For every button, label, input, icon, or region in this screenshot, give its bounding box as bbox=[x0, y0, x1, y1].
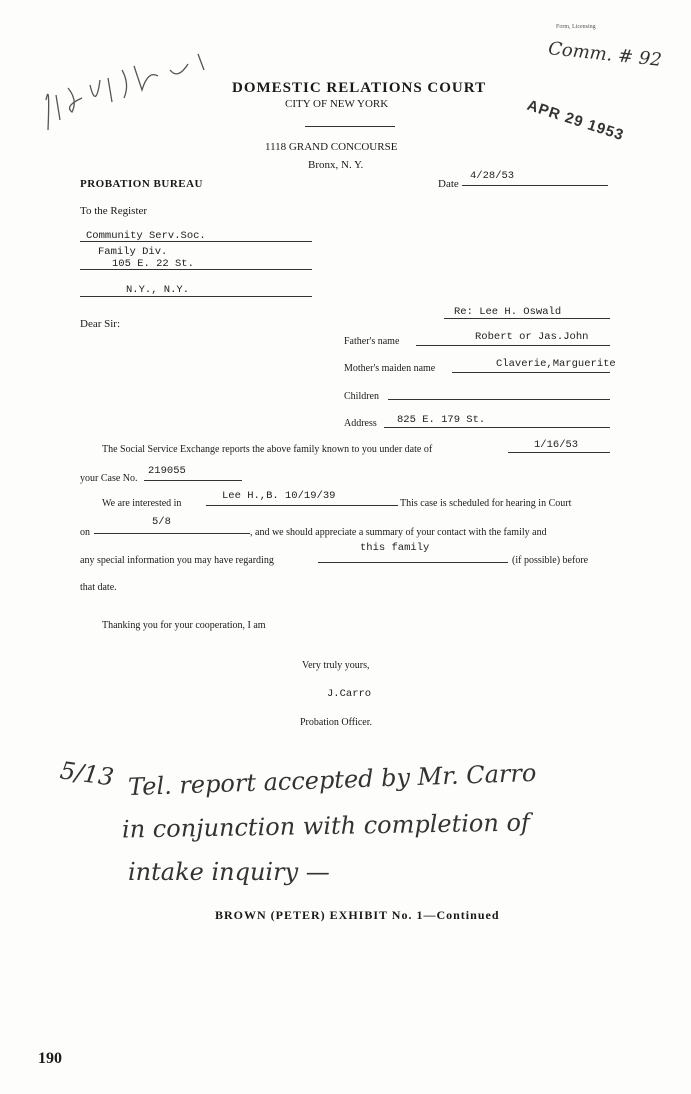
if-possible-text: (if possible) before bbox=[512, 555, 589, 566]
received-date-stamp: APR 29 1953 bbox=[524, 96, 627, 145]
salutation: Dear Sir: bbox=[80, 318, 121, 330]
officer-title: Probation Officer. bbox=[300, 717, 373, 728]
recipient-line-1: Community Serv.Soc. bbox=[86, 230, 206, 242]
known-date: 1/16/53 bbox=[534, 439, 579, 451]
address-label: Address bbox=[344, 418, 377, 429]
address-rule bbox=[384, 427, 610, 428]
interest-value: Lee H.,B. 10/19/39 bbox=[222, 490, 336, 502]
recipient-line-4: N.Y., N.Y. bbox=[126, 284, 190, 296]
mothers-maiden-name: Claverie,Marguerite bbox=[496, 358, 616, 370]
appreciate-text: , and we should appreciate a summary of your contact with the family and bbox=[250, 527, 547, 538]
re-rule bbox=[444, 318, 610, 319]
special-info-text: any special information you may have regarding bbox=[80, 555, 274, 566]
page-number: 190 bbox=[38, 1050, 62, 1067]
commission-exhibit-number: Comm. # 92 bbox=[547, 38, 663, 71]
re-subject: Re: Lee H. Oswald bbox=[454, 306, 562, 318]
court-city: CITY OF NEW YORK bbox=[285, 98, 389, 110]
mothers-maiden-name-label: Mother's maiden name bbox=[344, 363, 436, 374]
that-date-text: that date. bbox=[80, 582, 117, 593]
handwritten-note-date: 5/13 bbox=[58, 756, 116, 792]
scheduled-text: This case is scheduled for hearing in Court bbox=[400, 498, 572, 509]
bureau-name: PROBATION BUREAU bbox=[80, 178, 204, 190]
handwritten-scribble-top-left bbox=[38, 40, 218, 140]
regarding-rule bbox=[318, 562, 508, 563]
case-number-label: your Case No. bbox=[80, 473, 138, 484]
known-date-rule bbox=[508, 452, 610, 453]
recipient-line-3: 105 E. 22 St. bbox=[112, 258, 194, 270]
regarding-value: this family bbox=[360, 542, 430, 554]
mothers-maiden-name-rule bbox=[452, 372, 610, 373]
fathers-name-rule bbox=[416, 345, 610, 346]
header-rule bbox=[305, 126, 395, 127]
handwritten-note-line-3: intake inquiry — bbox=[128, 858, 330, 886]
court-address-line1: 1118 GRAND CONCOURSE bbox=[265, 141, 398, 153]
on-label: on bbox=[80, 527, 90, 538]
recipient-rule-1 bbox=[80, 241, 312, 242]
recipient-rule-2 bbox=[80, 269, 312, 270]
very-truly-yours: Very truly yours, bbox=[302, 660, 370, 671]
date-label: Date bbox=[438, 178, 459, 190]
court-name: DOMESTIC RELATIONS COURT bbox=[232, 80, 487, 96]
interest-label: We are interested in bbox=[102, 498, 182, 509]
hearing-date-rule bbox=[94, 533, 250, 534]
interest-rule bbox=[206, 505, 398, 506]
thanks-text: Thanking you for your cooperation, I am bbox=[102, 620, 266, 631]
to-register-label: To the Register bbox=[80, 205, 148, 217]
address-value: 825 E. 179 St. bbox=[397, 414, 486, 426]
court-address-line2: Bronx, N. Y. bbox=[308, 159, 364, 171]
fathers-name-label: Father's name bbox=[344, 336, 400, 347]
recipient-line-2: Family Div. bbox=[98, 246, 168, 258]
case-number: 219055 bbox=[148, 465, 186, 477]
letter-date: 4/28/53 bbox=[470, 170, 515, 182]
date-rule bbox=[462, 185, 608, 186]
hearing-date: 5/8 bbox=[152, 516, 171, 528]
officer-signature: J.Carro bbox=[327, 688, 372, 700]
children-rule bbox=[388, 399, 610, 400]
exhibit-caption: BROWN (PETER) EXHIBIT No. 1—Continued bbox=[215, 908, 500, 922]
children-label: Children bbox=[344, 391, 379, 402]
handwritten-note-line-1: Tel. report accepted by Mr. Carro bbox=[127, 758, 537, 802]
recipient-rule-3 bbox=[80, 296, 312, 297]
form-reference-text: Form, Licensing bbox=[556, 24, 596, 30]
handwritten-note-line-2: in conjunction with completion of bbox=[121, 808, 531, 844]
case-number-rule bbox=[144, 480, 242, 481]
fathers-name: Robert or Jas.John bbox=[475, 331, 589, 343]
body-line-1: The Social Service Exchange reports the above family known to you under date of bbox=[102, 444, 433, 455]
